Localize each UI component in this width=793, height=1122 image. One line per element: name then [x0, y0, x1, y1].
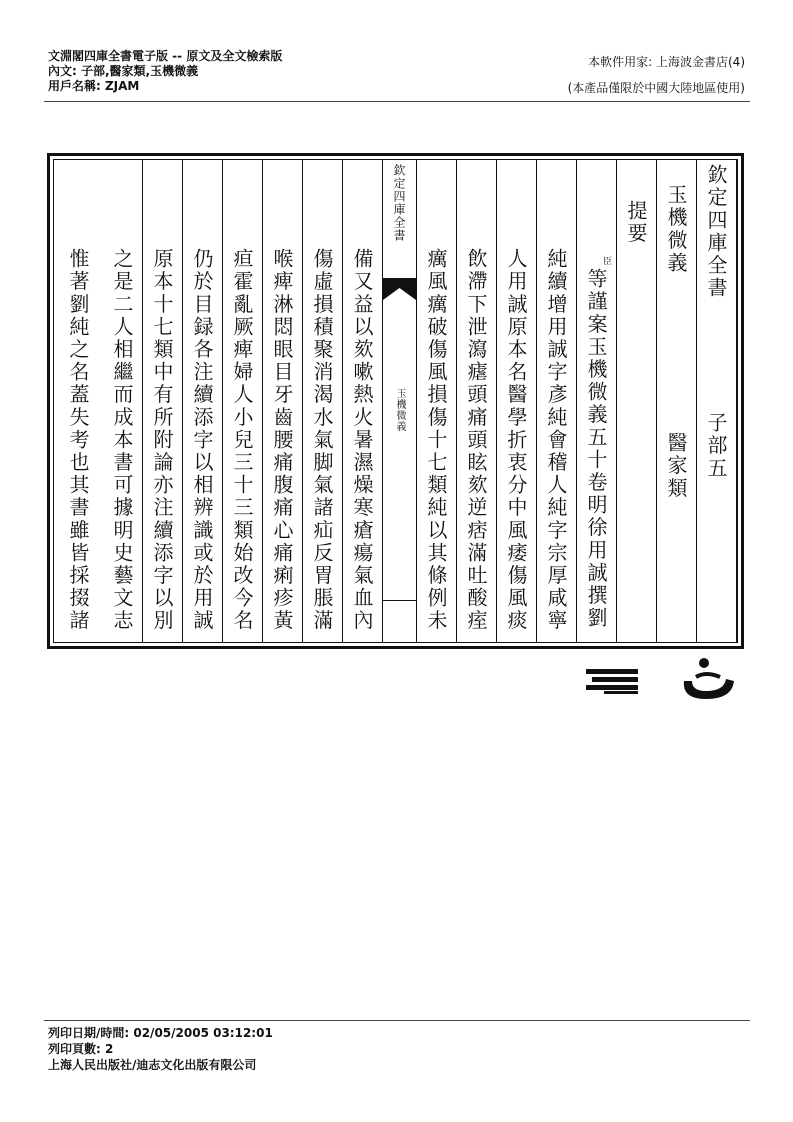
column-text-1	[577, 160, 617, 642]
seal-stamp-right	[676, 655, 738, 703]
minister-mark: 臣	[601, 256, 611, 266]
column-text-13	[53, 160, 103, 642]
header-edition: 文淵閣四庫全書電子版 -- 原文及全文檢索版	[48, 49, 283, 63]
text-line: 惟著劉純之名蓋失考也其書雖皆採掇諸	[66, 248, 90, 633]
tiyao-heading: 提要	[624, 200, 648, 246]
text-line: 癘風癘破傷風損傷十七類純以其條例未	[424, 248, 448, 633]
text-line: 等謹案玉機微義五十卷明徐用誠撰劉	[584, 268, 608, 630]
text-line: 傷虛損積聚消渴水氣脚氣諸疝反胃脹滿	[310, 248, 334, 633]
publisher: 上海人民出版社/迪志文化出版有限公司	[48, 1058, 257, 1072]
imperial-seals	[584, 655, 744, 703]
column-text-5	[417, 160, 457, 642]
footer-info	[48, 1025, 273, 1073]
header-divider	[44, 101, 750, 102]
column-text-8	[263, 160, 303, 642]
text-line: 之是二人相繼而成本書可據明史藝文志	[110, 248, 134, 633]
text-line: 原本十七類中有所附論亦注續添字以別	[150, 248, 174, 633]
header-license	[568, 49, 745, 101]
text-line: 喉痺淋悶眼目牙齒腰痛腹痛心痛痢疹黃	[270, 248, 294, 633]
text-line: 人用誠原本名醫學折衷分中風痿傷風痰	[504, 248, 528, 633]
column-text-9	[223, 160, 263, 642]
header-username: 用戶名稱: ZJAM	[48, 79, 140, 93]
column-text-6	[343, 160, 383, 642]
header-licensee: 本軟件用家: 上海波金書店(4)	[588, 55, 745, 69]
column-text-4	[457, 160, 497, 642]
column-text-10	[183, 160, 223, 642]
column-text-7	[303, 160, 343, 642]
text-line: 疸霍亂厥痺婦人小兒三十三類始改今名	[230, 248, 254, 633]
scan-page-frame	[47, 153, 744, 649]
collection-title: 欽定四庫全書	[704, 164, 728, 300]
print-page-count: 列印頁數: 2	[48, 1042, 114, 1056]
header-info	[48, 49, 282, 94]
column-book	[657, 160, 697, 642]
column-text-3	[497, 160, 537, 642]
fold-fishtail-mark	[383, 278, 416, 300]
fold-column	[383, 160, 417, 642]
column-title	[697, 160, 737, 642]
section-label: 子部五	[704, 412, 728, 480]
book-title: 玉機微義	[664, 184, 688, 275]
fold-book-title: 玉機微義	[394, 388, 405, 432]
column-tiyao	[617, 160, 657, 642]
fold-collection-title: 欽定四庫全書	[392, 164, 406, 242]
print-datetime: 列印日期/時間: 02/05/2005 03:12:01	[48, 1026, 273, 1040]
footer-divider	[44, 1020, 750, 1021]
category-label: 醫家類	[664, 432, 688, 500]
text-line: 飲滯下泄瀉瘧頭痛頭眩欬逆痞滿吐酸痓	[464, 248, 488, 633]
header-content-path: 內文: 子部,醫家類,玉機微義	[48, 64, 199, 78]
header-restriction: (本產品僅限於中國大陸地區使用)	[567, 81, 745, 95]
text-line: 仍於目録各注續添字以相辨識或於用誠	[190, 248, 214, 633]
column-text-11	[143, 160, 183, 642]
text-line: 純續增用誠字彥純會稽人純字宗厚咸寧	[544, 248, 568, 633]
scan-page-inner	[53, 159, 738, 643]
text-line: 備又益以欬嗽熱火暑濕燥寒瘡瘍氣血內	[350, 248, 374, 633]
seal-stamp-left	[584, 667, 640, 695]
column-text-2	[537, 160, 577, 642]
fold-divider	[383, 600, 416, 601]
column-text-12	[103, 160, 143, 642]
